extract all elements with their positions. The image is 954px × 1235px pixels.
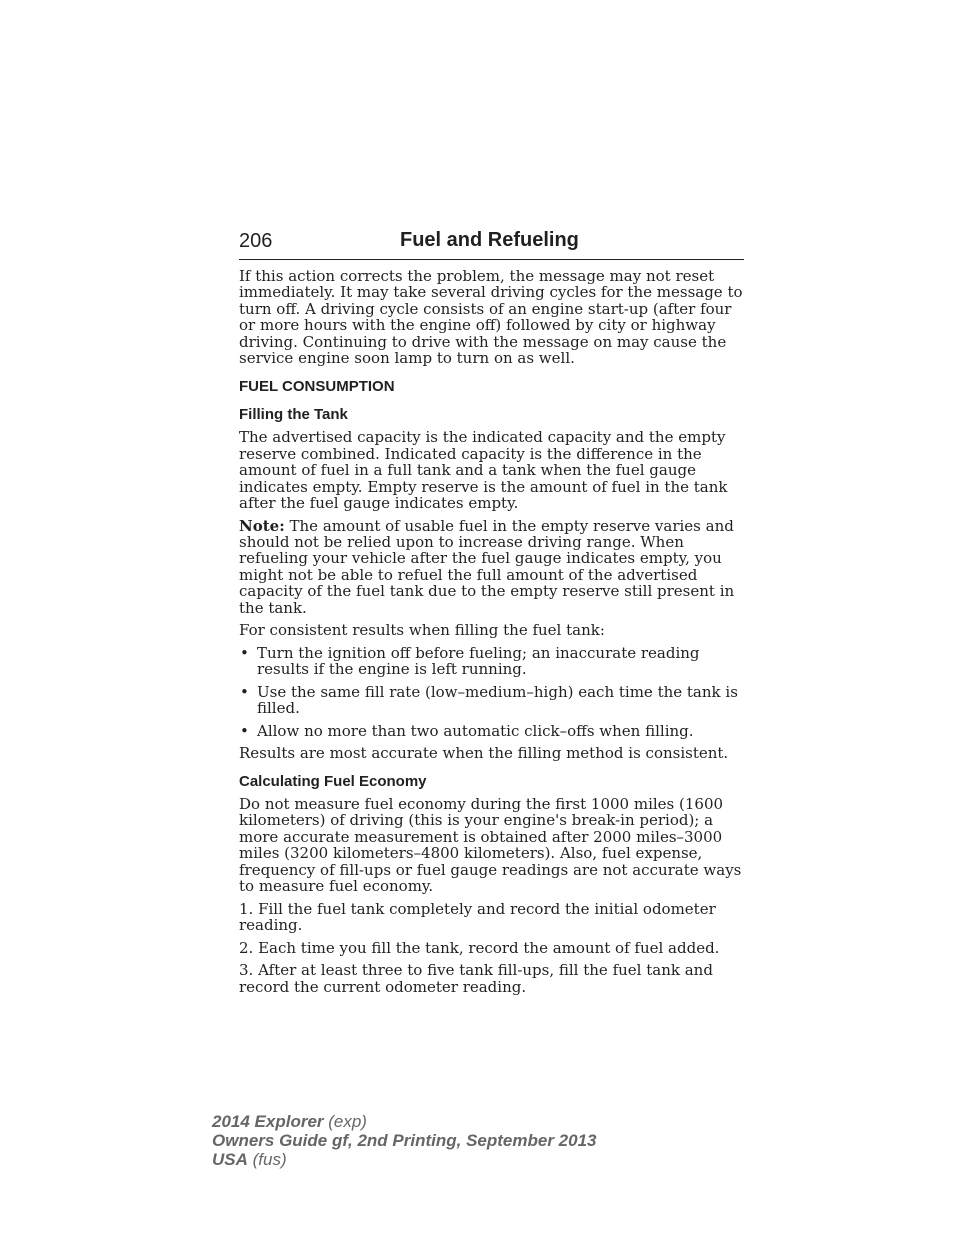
bullet-icon: •: [240, 643, 249, 662]
lead-in-paragraph: For consistent results when filling the fuel tank:: [239, 621, 605, 640]
footer-model-code: (exp): [323, 1112, 367, 1131]
capacity-paragraph: The advertised capacity is the indicated capacity and the empty reserve combined. Indicated capacity is the difference in the amount of fuel in a full tank and a tank when the fuel gauge indicates empty. Empty reserve is the amount of fuel in the tank after the fuel gauge indicates empty.: [239, 428, 728, 513]
note-label: Note:: [239, 516, 285, 535]
break-in-paragraph: Do not measure fuel economy during the first 1000 miles (1600 kilometers) of driving (this is your engine's break-in period); a more accurate measurement is obtained after 2000 miles–3000 miles (3200 kilometers–4800 kilometers). Also, fuel expense, frequency of fill-ups or fuel gauge readings are not accurate ways to measure fuel economy.: [239, 794, 742, 895]
list-item-text: Use the same fill rate (low–medium–high) each time the tank is filled.: [257, 682, 738, 718]
list-item-text: Allow no more than two automatic click–offs when filling.: [257, 721, 694, 740]
list-item-text: Turn the ignition off before fueling; an inaccurate reading results if the engine is left running.: [257, 643, 700, 679]
note-text: The amount of usable fuel in the empty reserve varies and should not be relied upon to increase driving range. When refueling your vehicle after the fuel gauge indicates empty, you might not be able to refuel the full amount of the advertised capacity of the fuel tank due to the empty reserve still present in the tank.: [239, 516, 735, 617]
step-1: 1. Fill the fuel tank completely and record the initial odometer reading.: [239, 899, 716, 934]
note-paragraph: [239, 518, 744, 616]
footer-market-line: [212, 1150, 596, 1169]
page-header: [239, 226, 744, 260]
section-heading: FUEL CONSUMPTION: [239, 378, 395, 396]
bullet-icon: •: [240, 682, 249, 701]
filling-tank-heading: Filling the Tank: [239, 406, 348, 424]
footer-model-line: [212, 1112, 596, 1131]
list-item: [239, 645, 744, 678]
bullet-icon: •: [240, 721, 249, 740]
closing-paragraph: Results are most accurate when the filling method is consistent.: [239, 744, 729, 763]
chapter-title: Fuel and Refueling: [400, 229, 579, 251]
step-3: 3. After at least three to five tank fill-ups, fill the fuel tank and record the current odometer reading.: [239, 961, 713, 996]
step-2: 2. Each time you fill the tank, record the amount of fuel added.: [239, 938, 720, 957]
footer-market-code: (fus): [247, 1150, 287, 1169]
footer-market: USA: [212, 1150, 248, 1169]
list-item: [239, 723, 744, 739]
list-item: [239, 684, 744, 717]
footer-model: 2014 Explorer: [212, 1112, 324, 1131]
page-body: [239, 268, 744, 1001]
filling-tips-list: [239, 645, 744, 739]
page-footer: [212, 1112, 596, 1169]
footer-edition-line: [212, 1131, 596, 1150]
calculating-economy-heading: Calculating Fuel Economy: [239, 772, 427, 790]
intro-paragraph: If this action corrects the problem, the message may not reset immediately. It may take several driving cycles for the message to turn off. A driving cycle consists of an engine start-up (after four or more hours with the engine off) followed by city or highway driving. Continuing to drive with the message on may cause the service engine soon lamp to turn on as well.: [239, 267, 743, 368]
footer-edition: Owners Guide gf, 2nd Printing, September 2013: [212, 1131, 597, 1150]
page-number: 206: [239, 230, 273, 252]
